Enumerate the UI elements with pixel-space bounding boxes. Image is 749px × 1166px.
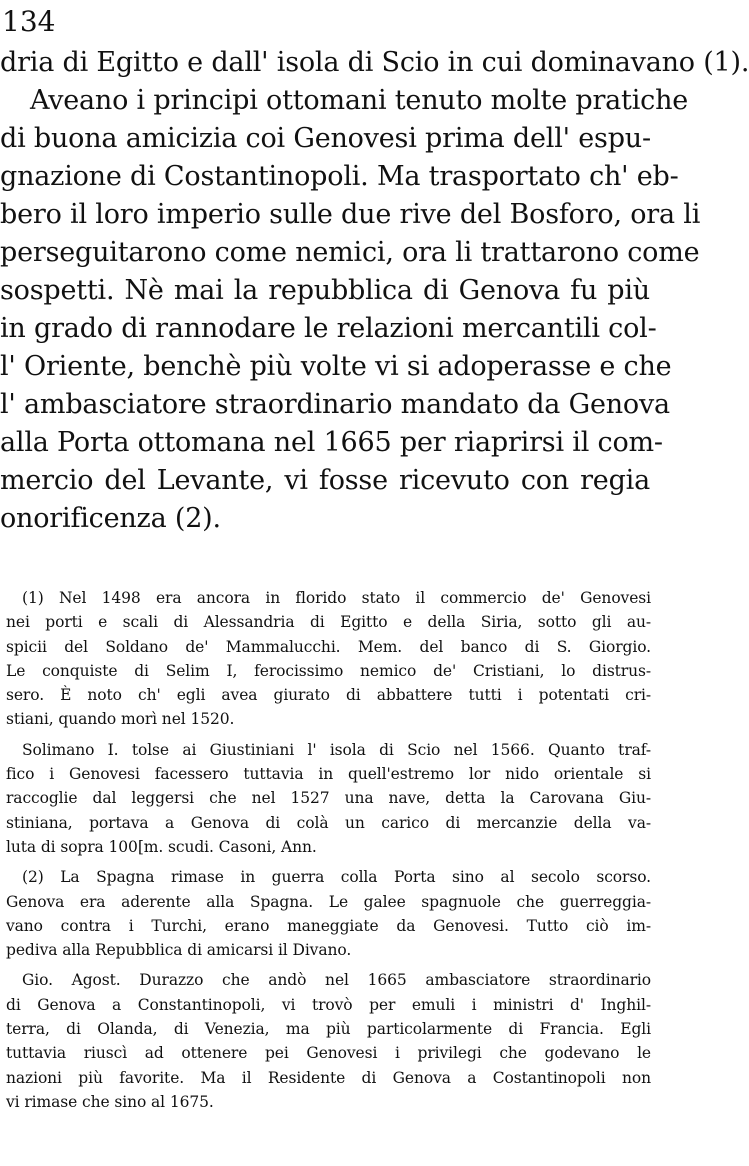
body-line: dria di Egitto e dall' isola di Scio in cui dominavano (1). — [0, 47, 749, 78]
footnote-line: Solimano I. tolse ai Giustiniani l' isola di Scio nel 1566. Quanto traf- — [22, 740, 651, 759]
footnote-2 — [6, 865, 651, 962]
footnote-line: Genova era aderente alla Spagna. Le galee spagnuole che guerreggia- — [6, 892, 651, 911]
footnote-1 — [6, 586, 651, 732]
footnote-line: tuttavia riuscì ad ottenere pei Genovesi i privilegi che godevano le — [6, 1044, 651, 1063]
footnote-line: Gio. Agost. Durazzo che andò nel 1665 ambasciatore straordinario — [22, 971, 651, 990]
body-line: Aveano i principi ottomani tenuto molte pratiche — [30, 85, 689, 116]
body-line: di buona amicizia coi Genovesi prima dell' espu- — [0, 123, 651, 154]
footnote-line: stiniana, portava a Genova di colà un carico di mercanzie della va- — [6, 813, 651, 832]
body-line: alla Porta ottomana nel 1665 per riaprirsi il com- — [0, 427, 663, 458]
body-line: l' Oriente, benchè più volte vi si adoperasse e che — [0, 351, 672, 382]
footnote-1-continued — [6, 738, 651, 859]
page-number: 134 — [2, 5, 56, 38]
footnote-line: di Genova a Constantinopoli, vi trovò per emuli i ministri d' Inghil- — [6, 995, 651, 1014]
footnote-line: fico i Genovesi facessero tuttavia in quell'estremo lor nido orientale si — [6, 765, 651, 784]
footnote-line: (1) Nel 1498 era ancora in florido stato il commercio de' Genovesi — [22, 589, 651, 607]
body-line: gnazione di Costantinopoli. Ma trasportato ch' eb- — [0, 161, 679, 192]
footnote-line: nei porti e scali di Alessandria di Egitto e della Siria, sotto gli au- — [6, 613, 651, 632]
footnote-line: nazioni più favorite. Ma il Residente di Genova a Costantinopoli non — [6, 1068, 651, 1087]
footnote-line: terra, di Olanda, di Venezia, ma più particolarmente di Francia. Egli — [6, 1020, 651, 1039]
body-line: mercio del Levante, vi fosse ricevuto con regia — [0, 465, 650, 496]
body-line: perseguitarono come nemici, ora li trattarono come — [0, 237, 700, 268]
footnote-line: Le conquiste di Selim I, ferocissimo nemico de' Cristiani, lo distrus- — [6, 661, 651, 680]
footnote-line: spicii del Soldano de' Mammalucchi. Mem. del banco di S. Giorgio. — [6, 637, 651, 656]
footnote-line: vi rimase che sino al 1675. — [6, 1092, 214, 1111]
footnote-line: (2) La Spagna rimase in guerra colla Porta sino al secolo scorso. — [22, 868, 651, 887]
main-body-text — [0, 44, 749, 538]
footnote-line: pediva alla Repubblica di amicarsi il Divano. — [6, 941, 352, 960]
footnote-line: raccoglie dal leggersi che nel 1527 una nave, detta la Carovana Giu- — [6, 789, 651, 808]
body-line: in grado di rannodare le relazioni mercantili col- — [0, 313, 657, 344]
footnote-line: sero. È noto ch' egli avea giurato di abbattere tutti i potentati cri- — [6, 686, 651, 705]
footnote-line: vano contra i Turchi, erano maneggiate da Genovesi. Tutto ciò im- — [6, 916, 651, 935]
footnote-2-continued — [6, 968, 651, 1114]
body-line: bero il loro imperio sulle due rive del Bosforo, ora li — [0, 199, 701, 230]
body-line: onorificenza (2). — [0, 503, 221, 534]
body-line: sospetti. Nè mai la repubblica di Genova fu più — [0, 275, 650, 306]
footnote-line: luta di sopra 100[m. scudi. Casoni, Ann. — [6, 837, 317, 856]
footnotes — [6, 586, 651, 1114]
footnote-line: stiani, quando morì nel 1520. — [6, 710, 235, 729]
body-line: l' ambasciatore straordinario mandato da Genova — [0, 389, 670, 420]
